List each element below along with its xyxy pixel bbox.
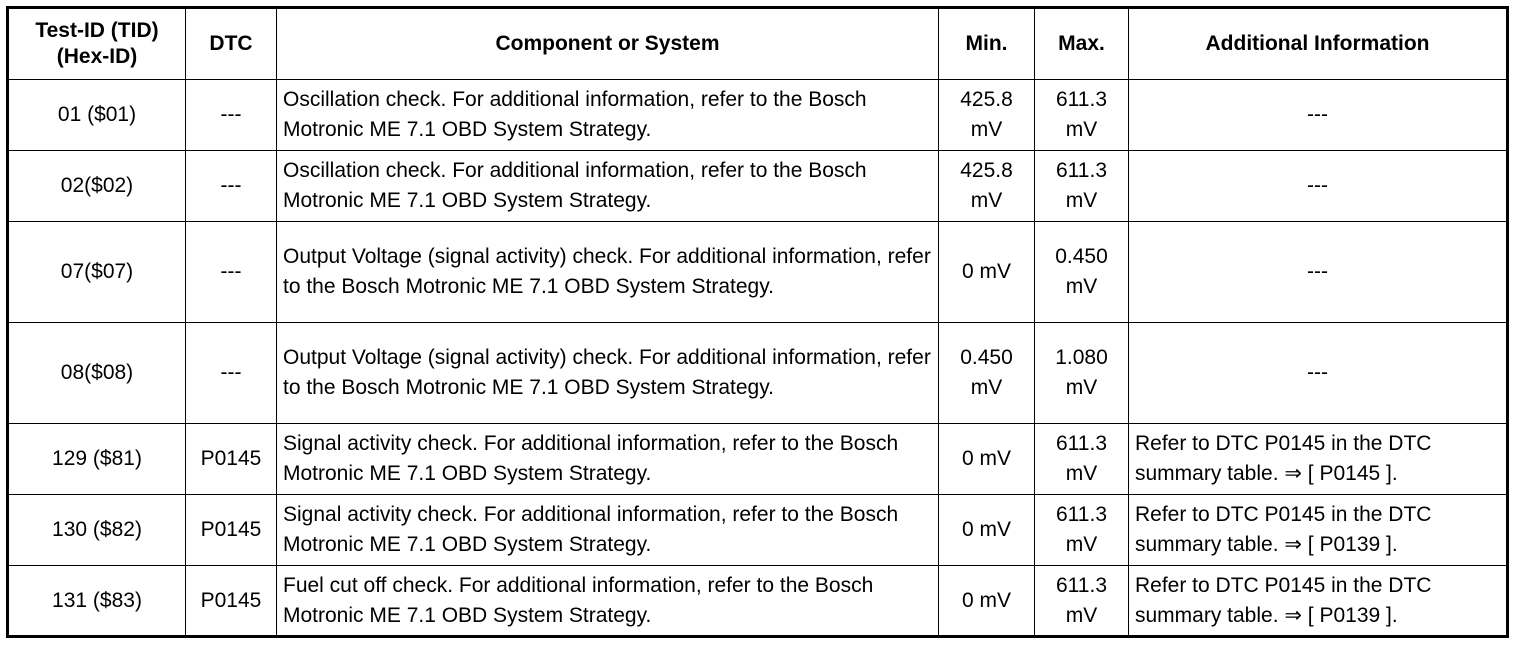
cell-max: [1035, 151, 1129, 222]
cell-info: Refer to DTC P0145 in the DTC summary table. ⇒ [ P0139 ].: [1129, 495, 1508, 566]
cell-max-value: 0.450: [1055, 245, 1108, 268]
cell-min: [939, 424, 1035, 495]
table-row: [8, 566, 1508, 637]
cell-min: [939, 80, 1035, 151]
cell-max: [1035, 566, 1129, 637]
cell-info: ---: [1129, 323, 1508, 424]
cell-max: [1035, 222, 1129, 323]
cell-component: Fuel cut off check. For additional information, refer to the Bosch Motronic ME 7.1 OBD System Strategy.: [277, 566, 939, 637]
cell-min: [939, 151, 1035, 222]
cell-component: Output Voltage (signal activity) check. For additional information, refer to the Bosch Motronic ME 7.1 OBD System Strategy.: [277, 222, 939, 323]
cell-info: ---: [1129, 151, 1508, 222]
cell-tid: 07($07): [8, 222, 186, 323]
cell-max: [1035, 323, 1129, 424]
cell-min: [939, 222, 1035, 323]
cell-min: [939, 323, 1035, 424]
table-row: [8, 424, 1508, 495]
cell-min-value: 0 mV: [961, 588, 1011, 612]
cell-info: Refer to DTC P0145 in the DTC summary table. ⇒ [ P0145 ].: [1129, 424, 1508, 495]
cell-max-value: 611.3: [1056, 503, 1107, 526]
cell-min-value: 425.8: [960, 88, 1013, 111]
cell-max-value: 611.3: [1056, 88, 1107, 111]
cell-min-unit: mV: [970, 376, 1003, 399]
cell-component: Signal activity check. For additional information, refer to the Bosch Motronic ME 7.1 OBD System Strategy.: [277, 424, 939, 495]
cell-min: [939, 495, 1035, 566]
header-dtc: DTC: [186, 8, 277, 80]
header-component: Component or System: [277, 8, 939, 80]
table-row: [8, 323, 1508, 424]
cell-max-unit: mV: [1065, 533, 1098, 556]
cell-min-value: 0.450: [960, 346, 1013, 369]
cell-dtc: ---: [186, 80, 277, 151]
cell-info: ---: [1129, 222, 1508, 323]
cell-component: Oscillation check. For additional information, refer to the Bosch Motronic ME 7.1 OBD System Strategy.: [277, 151, 939, 222]
cell-dtc: ---: [186, 151, 277, 222]
cell-min-value: 0 mV: [961, 260, 1011, 283]
table-row: [8, 222, 1508, 323]
header-tid-line2: (Hex-ID): [56, 45, 138, 68]
cell-tid: 08($08): [8, 323, 186, 424]
cell-tid: 01 ($01): [8, 80, 186, 151]
header-tid-line1: Test-ID (TID): [35, 19, 159, 42]
header-info: Additional Information: [1129, 8, 1508, 80]
cell-max-value: 611.3: [1056, 573, 1107, 597]
header-min: Min.: [939, 8, 1035, 80]
cell-component: Signal activity check. For additional information, refer to the Bosch Motronic ME 7.1 OBD System Strategy.: [277, 495, 939, 566]
cell-max: [1035, 424, 1129, 495]
cell-component: Output Voltage (signal activity) check. For additional information, refer to the Bosch Motronic ME 7.1 OBD System Strategy.: [277, 323, 939, 424]
cell-min-unit: mV: [970, 118, 1003, 141]
table-row: [8, 151, 1508, 222]
table-row: [8, 80, 1508, 151]
cell-min-unit: mV: [970, 189, 1003, 212]
cell-max: [1035, 80, 1129, 151]
cell-tid: 130 ($82): [8, 495, 186, 566]
cell-dtc: ---: [186, 323, 277, 424]
cell-dtc: P0145: [186, 566, 277, 637]
table-header-row: [8, 8, 1508, 80]
obd-test-table: [6, 6, 1509, 638]
header-max: Max.: [1035, 8, 1129, 80]
cell-max-value: 611.3: [1056, 159, 1107, 182]
cell-tid: 131 ($83): [8, 566, 186, 637]
cell-min-value: 425.8: [960, 159, 1013, 182]
cell-component: Oscillation check. For additional information, refer to the Bosch Motronic ME 7.1 OBD System Strategy.: [277, 80, 939, 151]
cell-tid: 129 ($81): [8, 424, 186, 495]
cell-tid: 02($02): [8, 151, 186, 222]
header-tid: [8, 8, 186, 80]
cell-min-value: 0 mV: [961, 447, 1011, 470]
cell-max-value: 1.080: [1055, 346, 1108, 369]
table-row: [8, 495, 1508, 566]
cell-dtc: P0145: [186, 424, 277, 495]
cell-min: [939, 566, 1035, 637]
cell-info: ---: [1129, 80, 1508, 151]
cell-max-unit: mV: [1065, 462, 1098, 485]
cell-info: Refer to DTC P0145 in the DTC summary table. ⇒ [ P0139 ].: [1129, 566, 1508, 637]
cell-max-unit: mV: [1065, 603, 1098, 627]
cell-max-unit: mV: [1065, 275, 1098, 298]
cell-max-unit: mV: [1065, 118, 1098, 141]
cell-dtc: P0145: [186, 495, 277, 566]
cell-max: [1035, 495, 1129, 566]
cell-min-value: 0 mV: [961, 518, 1011, 541]
cell-dtc: ---: [186, 222, 277, 323]
cell-max-value: 611.3: [1056, 432, 1107, 455]
cell-max-unit: mV: [1065, 376, 1098, 399]
cell-max-unit: mV: [1065, 189, 1098, 212]
